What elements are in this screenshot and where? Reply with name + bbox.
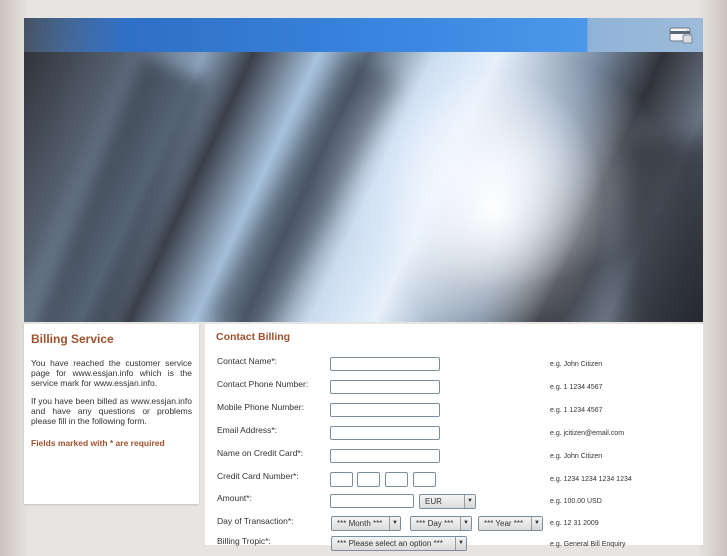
banner-texture — [30, 56, 207, 322]
amount-label: Amount*: — [217, 493, 252, 503]
billing-topic-select-value: *** Please select an option *** — [337, 539, 443, 548]
contact-phone-input[interactable] — [330, 380, 440, 394]
chevron-down-icon: ▼ — [389, 517, 400, 530]
chevron-down-icon: ▼ — [464, 495, 475, 508]
transaction-date-example: e.g. 12 31 2009 — [550, 520, 599, 527]
billing-topic-select[interactable] — [331, 536, 467, 551]
sidebar-title: Billing Service — [31, 332, 114, 346]
contact-billing-form — [205, 324, 703, 548]
sidebar-instructions-text: If you have been billed as www.essjan.info and have any questions or problems please fill in the following form. — [31, 396, 192, 426]
card-number-label: Credit Card Number*: — [217, 471, 299, 481]
amount-example: e.g. 100.00 USD — [550, 498, 602, 505]
card-name-label: Name on Credit Card*: — [217, 448, 303, 458]
contact-name-label: Contact Name*: — [217, 356, 277, 366]
currency-select[interactable] — [419, 494, 476, 509]
contact-phone-example: e.g. 1 1234 4567 — [550, 384, 603, 391]
currency-select-value: EUR — [425, 497, 442, 506]
email-example: e.g. jcitizen@email.com — [550, 430, 625, 437]
banner-stripe — [24, 18, 703, 52]
card-number-example: e.g. 1234 1234 1234 1234 — [550, 476, 632, 483]
transaction-date-label: Day of Transaction*: — [217, 516, 294, 526]
banner-texture — [624, 138, 703, 322]
contact-phone-label: Contact Phone Number: — [217, 379, 309, 389]
mobile-phone-label: Mobile Phone Number: — [217, 402, 304, 412]
amount-input[interactable] — [330, 494, 414, 508]
billing-topic-label: Billing Tropic*: — [217, 536, 271, 546]
chevron-down-icon: ▼ — [460, 517, 471, 530]
card-number-part-3[interactable] — [385, 472, 408, 487]
chevron-down-icon: ▼ — [455, 537, 466, 550]
sidebar-intro-text: You have reached the customer service page for www.essjan.info which is the service mark for www.essjan.info. — [31, 358, 192, 388]
day-select-value: *** Day *** — [416, 519, 454, 528]
email-field[interactable] — [330, 426, 440, 440]
card-number-part-1[interactable] — [330, 472, 353, 487]
banner-texture — [207, 51, 401, 322]
mobile-phone-example: e.g. 1 1234 4567 — [550, 407, 603, 414]
email-label: Email Address*: — [217, 425, 277, 435]
required-fields-note: Fields marked with * are required — [31, 438, 165, 448]
billing-topic-example: e.g. General Bill Enquiry — [550, 541, 626, 548]
month-select-value: *** Month *** — [337, 519, 383, 528]
card-name-example: e.g. John Citizen — [550, 453, 603, 460]
form-title: Contact Billing — [216, 331, 291, 343]
card-number-part-2[interactable] — [357, 472, 380, 487]
contact-name-example: e.g. John Citizen — [550, 361, 603, 368]
card-number-part-4[interactable] — [413, 472, 436, 487]
billing-service-panel — [24, 324, 199, 504]
day-select[interactable] — [410, 516, 472, 531]
mobile-phone-input[interactable] — [330, 403, 440, 417]
contact-name-input[interactable] — [330, 357, 440, 371]
chevron-down-icon: ▼ — [531, 517, 542, 530]
header-banner — [24, 18, 703, 322]
credit-card-lock-icon — [669, 26, 693, 44]
year-select-value: *** Year *** — [484, 519, 524, 528]
year-select[interactable] — [478, 516, 543, 531]
card-name-input[interactable] — [330, 449, 440, 463]
month-select[interactable] — [331, 516, 401, 531]
